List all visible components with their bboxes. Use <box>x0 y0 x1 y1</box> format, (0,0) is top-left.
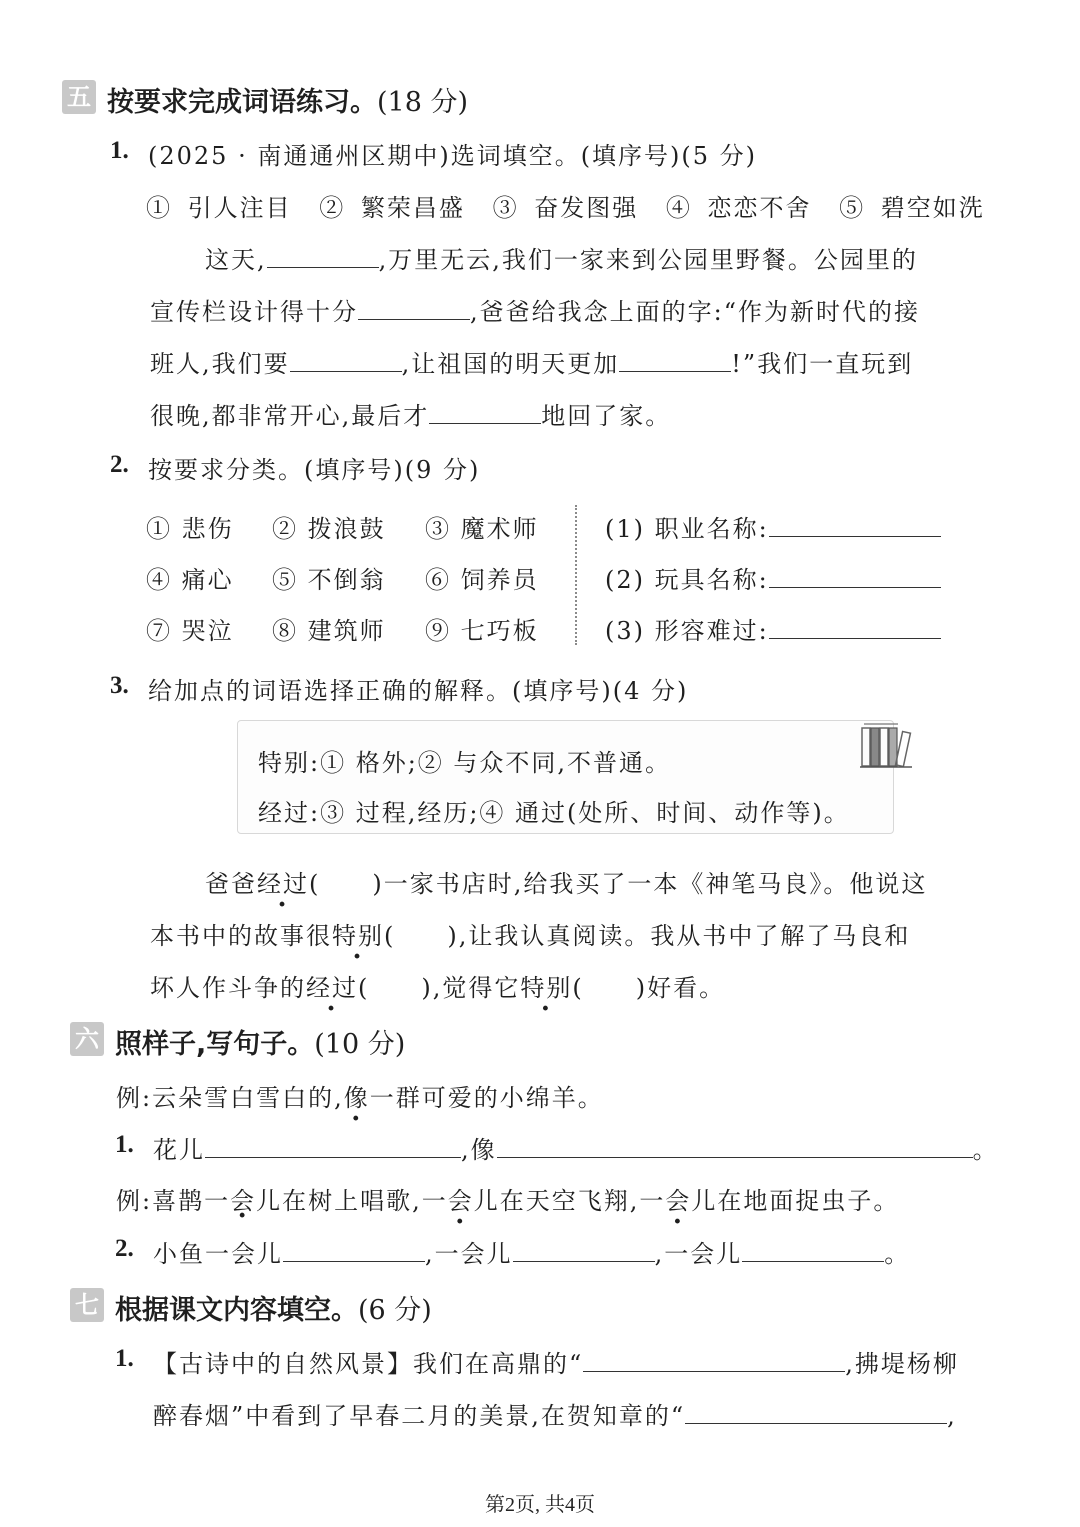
example-text: 一群可爱的小绵羊。 <box>369 1084 604 1112</box>
q1-blank-1[interactable] <box>267 266 379 268</box>
q1-line-3 <box>150 344 913 379</box>
section-7-title <box>115 1288 432 1327</box>
q1-blank-5[interactable] <box>429 422 541 424</box>
s6-q2-blank-1[interactable] <box>283 1260 425 1262</box>
s7-q1-number: 1. <box>115 1345 134 1372</box>
s6-q1-text: ,像 <box>461 1136 497 1164</box>
q1-text: 班人,我们要 <box>150 350 290 378</box>
section-6-badge: 六 <box>70 1022 104 1056</box>
q1-text: !”我们一直玩到 <box>731 350 914 378</box>
q2-category-1 <box>605 509 941 544</box>
q2-word-4: ④ 痛心 <box>146 566 234 594</box>
q1-number: 1. <box>110 137 129 164</box>
q3-text: 坏人作斗争的 <box>150 974 306 1002</box>
q3-text: )一家书店时,给我买了一本《神笔马良》。他说这 <box>372 870 928 898</box>
q2-blank-3[interactable] <box>769 637 941 639</box>
q3-text: ( <box>572 974 584 1002</box>
s6-q2-line <box>153 1234 910 1269</box>
q3-text: 爸爸 <box>205 870 257 898</box>
q2-word-5: ⑤ 不倒翁 <box>272 566 386 594</box>
section-5-title <box>107 80 468 119</box>
q3-text: ),让我认真阅读。我从书中了解了马良和 <box>447 922 911 950</box>
s7-q1-blank-1[interactable] <box>583 1370 845 1372</box>
s6-q2-blank-3[interactable] <box>742 1260 884 1262</box>
q1-options <box>146 188 985 223</box>
s6-q1-number: 1. <box>115 1131 134 1158</box>
q1-option-2: ② 繁荣昌盛 <box>319 194 465 222</box>
example-1 <box>116 1078 604 1113</box>
dotted-word: 一会儿 <box>421 1187 500 1215</box>
section-5-title-text: 按要求完成词语练习。 <box>107 87 377 118</box>
q1-text: ,爸爸给我念上面的字:“作为新时代的接 <box>470 298 920 326</box>
q2-divider <box>575 505 577 645</box>
q1-option-3: ③ 奋发图强 <box>492 194 639 222</box>
s7-q1-text: 【古诗中的自然风景】我们在高鼎的“ <box>153 1350 584 1378</box>
section-6-title-text: 照样子,写句子。 <box>115 1029 315 1060</box>
q1-blank-4[interactable] <box>619 370 731 372</box>
q2-number: 2. <box>110 451 129 478</box>
q2-word-7: ⑦ 哭泣 <box>146 617 234 645</box>
s7-q1-line-1 <box>153 1344 959 1379</box>
q2-word-1: ① 悲伤 <box>146 515 234 543</box>
q2-word-3: ③ 魔术师 <box>425 515 539 543</box>
q2-word-6: ⑥ 饲养员 <box>425 566 539 594</box>
dotted-word: 一会儿 <box>639 1187 718 1215</box>
q2-blank-2[interactable] <box>769 586 941 588</box>
example-text: 例:喜鹊 <box>116 1187 205 1215</box>
q3-header: 给加点的词语选择正确的解释。(填序号)(4 分) <box>148 677 689 705</box>
s6-q2-text: ,一会儿 <box>654 1240 743 1268</box>
s6-q2-text: 。 <box>884 1240 911 1268</box>
section-5-points: (18 分) <box>377 87 469 118</box>
q3-number: 3. <box>110 672 129 699</box>
definition-2: 经过:③ 过程,经历;④ 通过(处所、时间、动作等)。 <box>258 799 850 827</box>
dotted-word: 特别 <box>520 974 573 1002</box>
s6-q2-blank-2[interactable] <box>513 1260 655 1262</box>
q3-text: ),觉得它 <box>421 974 521 1002</box>
q3-line-3 <box>150 968 725 1003</box>
q3-text: )好看。 <box>635 974 726 1002</box>
s7-q1-text: , <box>947 1402 957 1430</box>
s7-q1-blank-2[interactable] <box>685 1422 947 1424</box>
dotted-word: 经过 <box>306 974 358 1002</box>
q1-option-1: ① 引人注目 <box>146 194 292 222</box>
q1-text: ,让祖国的明天更加 <box>401 350 620 378</box>
q1-blank-2[interactable] <box>358 318 470 320</box>
section-6-points: (10 分) <box>314 1029 406 1060</box>
books-icon <box>858 722 916 770</box>
section-6-title <box>115 1022 405 1061</box>
s7-q1-text: 醉春烟”中看到了早春二月的美景,在贺知章的“ <box>153 1402 686 1430</box>
section-7-points: (6 分) <box>358 1295 432 1326</box>
dotted-word: 经过 <box>257 870 309 898</box>
q2-category-label: (1) 职业名称: <box>605 515 769 543</box>
q3-text: ( <box>309 870 321 898</box>
q1-text: 很晚,都非常开心,最后才 <box>150 402 430 430</box>
definition-1: 特别:① 格外;② 与众不同,不普通。 <box>258 749 672 777</box>
q1-text: 这天, <box>205 246 267 274</box>
s6-q2-number: 2. <box>115 1235 134 1262</box>
q2-category-label: (3) 形容难过: <box>605 617 769 645</box>
q2-word-2: ② 拨浪鼓 <box>272 515 386 543</box>
q3-text: ( <box>358 974 370 1002</box>
q3-line-1 <box>205 864 927 899</box>
example-text: 在地面捉虫子。 <box>717 1187 900 1215</box>
q2-blank-1[interactable] <box>769 535 941 537</box>
q2-header: 按要求分类。(填序号)(9 分) <box>148 456 481 484</box>
q1-option-4: ④ 恋恋不舍 <box>665 194 812 222</box>
section-7-badge: 七 <box>70 1288 104 1322</box>
q2-word-8: ⑧ 建筑师 <box>272 617 386 645</box>
example-text: 例:云朵雪白雪白的, <box>116 1084 344 1112</box>
q2-category-2 <box>605 560 941 595</box>
section-7-title-text: 根据课文内容填空。 <box>115 1295 358 1326</box>
q3-text: ( <box>384 922 396 950</box>
s6-q1-line <box>153 1130 999 1165</box>
q1-text: ,万里无云,我们一家来到公园里野餐。公园里的 <box>378 246 918 274</box>
s6-q2-text: 小鱼一会儿 <box>153 1240 283 1268</box>
s6-q2-text: ,一会儿 <box>425 1240 513 1268</box>
dotted-word: 特别 <box>332 922 384 950</box>
q2-category-3 <box>605 611 941 646</box>
q1-text: 地回了家。 <box>541 402 672 430</box>
q1-text: 宣传栏设计得十分 <box>150 298 358 326</box>
example-text: 在天空飞翔, <box>499 1187 640 1215</box>
section-5-badge: 五 <box>62 80 96 114</box>
page-number: 第2页, 共4页 <box>485 1494 595 1516</box>
q3-text: 本书中的故事很 <box>150 922 332 950</box>
q3-line-2 <box>150 916 910 951</box>
example-text: 在树上唱歌, <box>282 1187 422 1215</box>
s7-q1-text: ,拂堤杨柳 <box>845 1350 959 1378</box>
q1-line-2 <box>150 292 920 327</box>
s6-q1-text: 花儿 <box>153 1136 205 1164</box>
s6-q1-blank-2[interactable] <box>497 1156 973 1158</box>
q2-category-label: (2) 玩具名称: <box>605 566 769 594</box>
q1-line-1 <box>205 240 918 275</box>
q2-word-9: ⑨ 七巧板 <box>425 617 539 645</box>
example-2 <box>116 1181 899 1216</box>
s7-q1-line-2 <box>153 1396 957 1431</box>
q1-blank-3[interactable] <box>290 370 402 372</box>
q1-line-4 <box>150 396 671 431</box>
dotted-word: 像 <box>343 1084 370 1112</box>
s6-q1-text: 。 <box>972 1136 999 1164</box>
s6-q1-blank-1[interactable] <box>205 1156 461 1158</box>
q1-option-5: ⑤ 碧空如洗 <box>839 194 985 222</box>
q1-header: (2025 · 南通通州区期中)选词填空。(填序号)(5 分) <box>148 142 758 170</box>
dotted-word: 一会儿 <box>204 1187 283 1215</box>
